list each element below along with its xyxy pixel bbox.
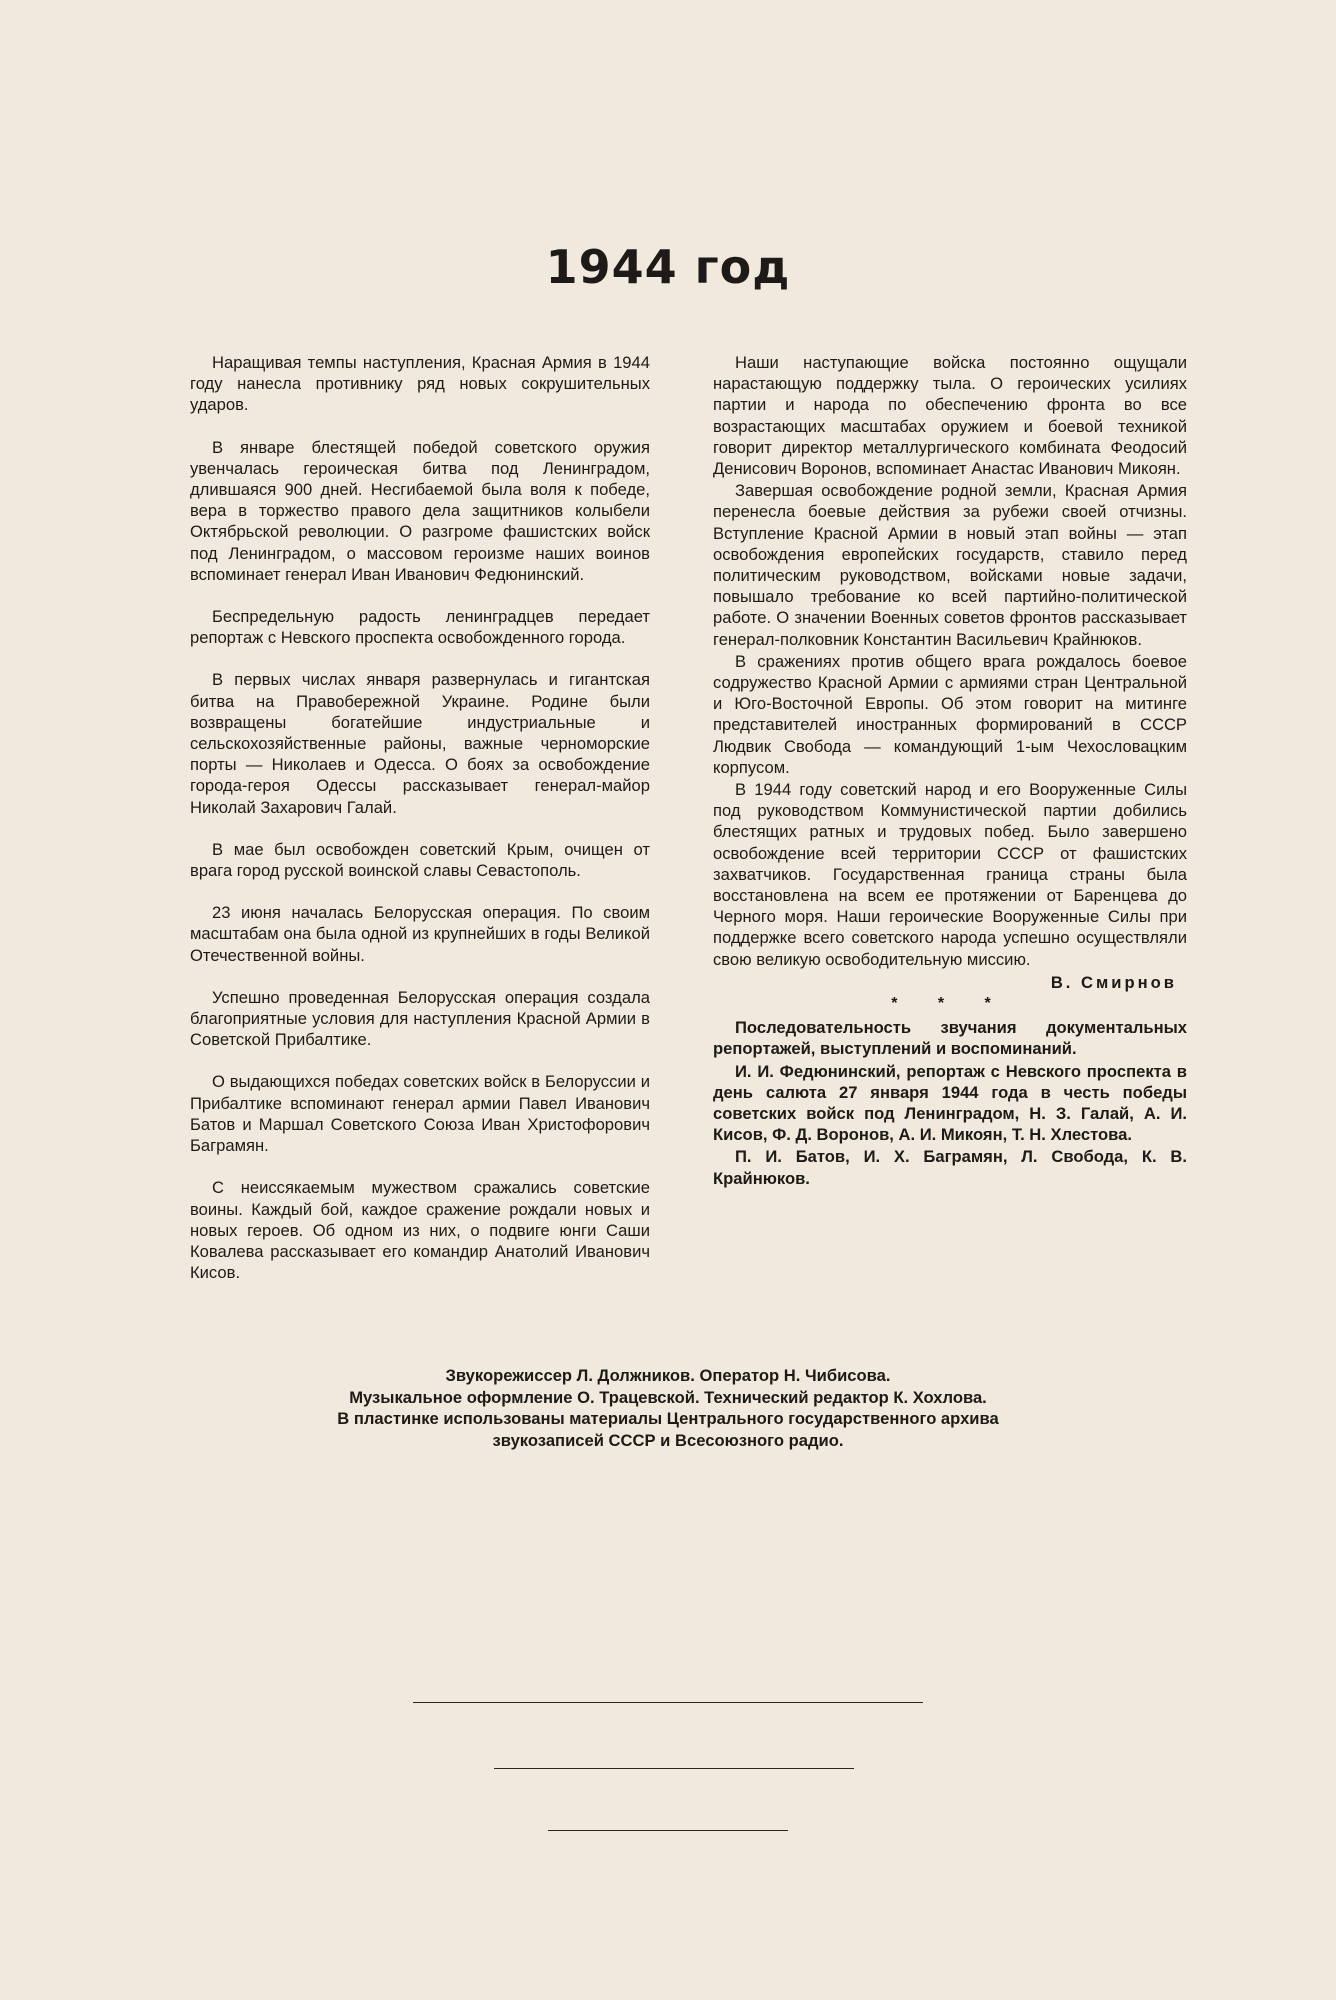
author-signature: В. Смирнов (1050, 972, 1177, 992)
credits-line: Музыкальное оформление О. Трацевской. Технический редактор К. Хохлова. (349, 1387, 987, 1407)
credits-line: Звукорежиссер Л. Должников. Оператор Н. Чибисова. (445, 1366, 891, 1385)
paragraph: Наши наступающие войска постоянно ощущали нарастающую поддержку тыла. О героических усилиях партии и народа по обеспечению фронта во все возрастающих масштабах оружием и боевой техникой говорит директор металлургического комбината Феодосий Денисович Воронов, вспоминает Анастас Иванович Микоян. (713, 353, 1187, 479)
section-divider-stars: * * * (891, 995, 1009, 1013)
paragraph: Наращивая темпы наступления, Красная Армия в 1944 году нанесла противнику ряд новых сокрушительных ударов. (190, 353, 650, 415)
left-column (190, 352, 650, 1304)
right-column (713, 352, 1187, 1189)
paragraph: Успешно проведенная Белорусская операция создала благоприятные условия для наступления Красной Армии в Советской Прибалтике. (190, 987, 650, 1050)
paragraph: 23 июня началась Белорусская операция. По своим масштабам она была одной из крупнейших в годы Великой Отечественной войны. (190, 903, 650, 965)
paragraph: С неиссякаемым мужеством сражались советские воины. Каждый бой, каждое сражение рождали новых и новых героев. Об одном из них, о подвиге юнги Саши Ковалева рассказывает его командир Анатолий Иванович Кисов. (190, 1178, 650, 1283)
paragraph: В мае был освобожден советский Крым, очищен от врага город русской воинской славы Севастополь. (190, 839, 650, 881)
sequence-title: Последовательность звучания документальных репортажей, выступлений и воспоминаний. (713, 1018, 1187, 1059)
divider-line (413, 1702, 923, 1703)
sequence-line: П. И. Батов, И. Х. Баграмян, Л. Свобода, К. В. Крайнюков. (713, 1147, 1187, 1188)
paragraph: Завершая освобождение родной земли, Красная Армия перенесла боевые действия за рубежи своей отчизны. Вступление Красной Армии в новый этап войны — этап освобождения европейских государств, ставило перед политическим руководством, войсками новые задачи, повышало требование ко всей партийно-политической работе. О значении Военных советов фронтов рассказывает генерал-полковник Константин Васильевич Крайнюков. (713, 481, 1187, 649)
paragraph: О выдающихся победах советских войск в Белоруссии и Прибалтике вспоминают генерал армии Павел Иванович Батов и Маршал Советского Союза Иван Христофорович Баграмян. (190, 1072, 650, 1156)
paragraph: В сражениях против общего врага рождалось боевое содружество Красной Армии с армиями стран Центральной и Юго-Восточной Европы. Об этом говорит на митинге представителей иностранных формирований в СССР Людвик Свобода — командующий 1-ым Чехословацким корпусом. (713, 651, 1187, 777)
credits-block (0, 1365, 1336, 1451)
paragraph: В январе блестящей победой советского оружия увенчалась героическая битва под Ленинградом, длившаяся 900 дней. Несгибаемой была воля к победе, вера в торжество правого дела защитников колыбели Октябрьской революции. О разгроме фашистских войск под Ленинградом, о массовом героизме наших воинов вспоминает генерал Иван Иванович Федюнинский. (190, 437, 650, 584)
divider-line (494, 1768, 854, 1769)
paragraph: В первых числах января развернулась и гигантская битва на Правобережной Украине. Родине были возвращены богатейшие индустриальные и сельскохозяйственные районы, важные черноморские порты — Николаев и Одесса. О боях за освобождение города-героя Одессы рассказывает генерал-майор Николай Захарович Галай. (190, 670, 650, 817)
paragraph: В 1944 году советский народ и его Вооруженные Силы под руководством Коммунистической партии добились блестящих ратных и трудовых побед. Было завершено освобождение всей территории СССР от фашистских захватчиков. Государственная граница страны была восстановлена на всем ее протяжении от Баренцева до Черного моря. Наши героические Вооруженные Силы при поддержке всего советского народа успешно осуществляли свою великую освободительную миссию. (713, 780, 1187, 969)
paragraph: Беспредельную радость ленинградцев передает репортаж с Невского проспекта освобожденного города. (190, 607, 650, 648)
credits-line: В пластинке использованы материалы Центрального государственного архива (337, 1409, 999, 1428)
sequence-line: И. И. Федюнинский, репортаж с Невского проспекта в день салюта 27 января 1944 года в честь победы советских войск под Ленинградом, Н. З. Галай, А. И. Кисов, Ф. Д. Воронов, А. И. Микоян, Т. Н. Хлестова. (713, 1061, 1187, 1145)
divider-line (548, 1830, 788, 1831)
credits-line: звукозаписей СССР и Всесоюзного радио. (492, 1430, 844, 1450)
page-title: 1944 год (545, 240, 791, 294)
